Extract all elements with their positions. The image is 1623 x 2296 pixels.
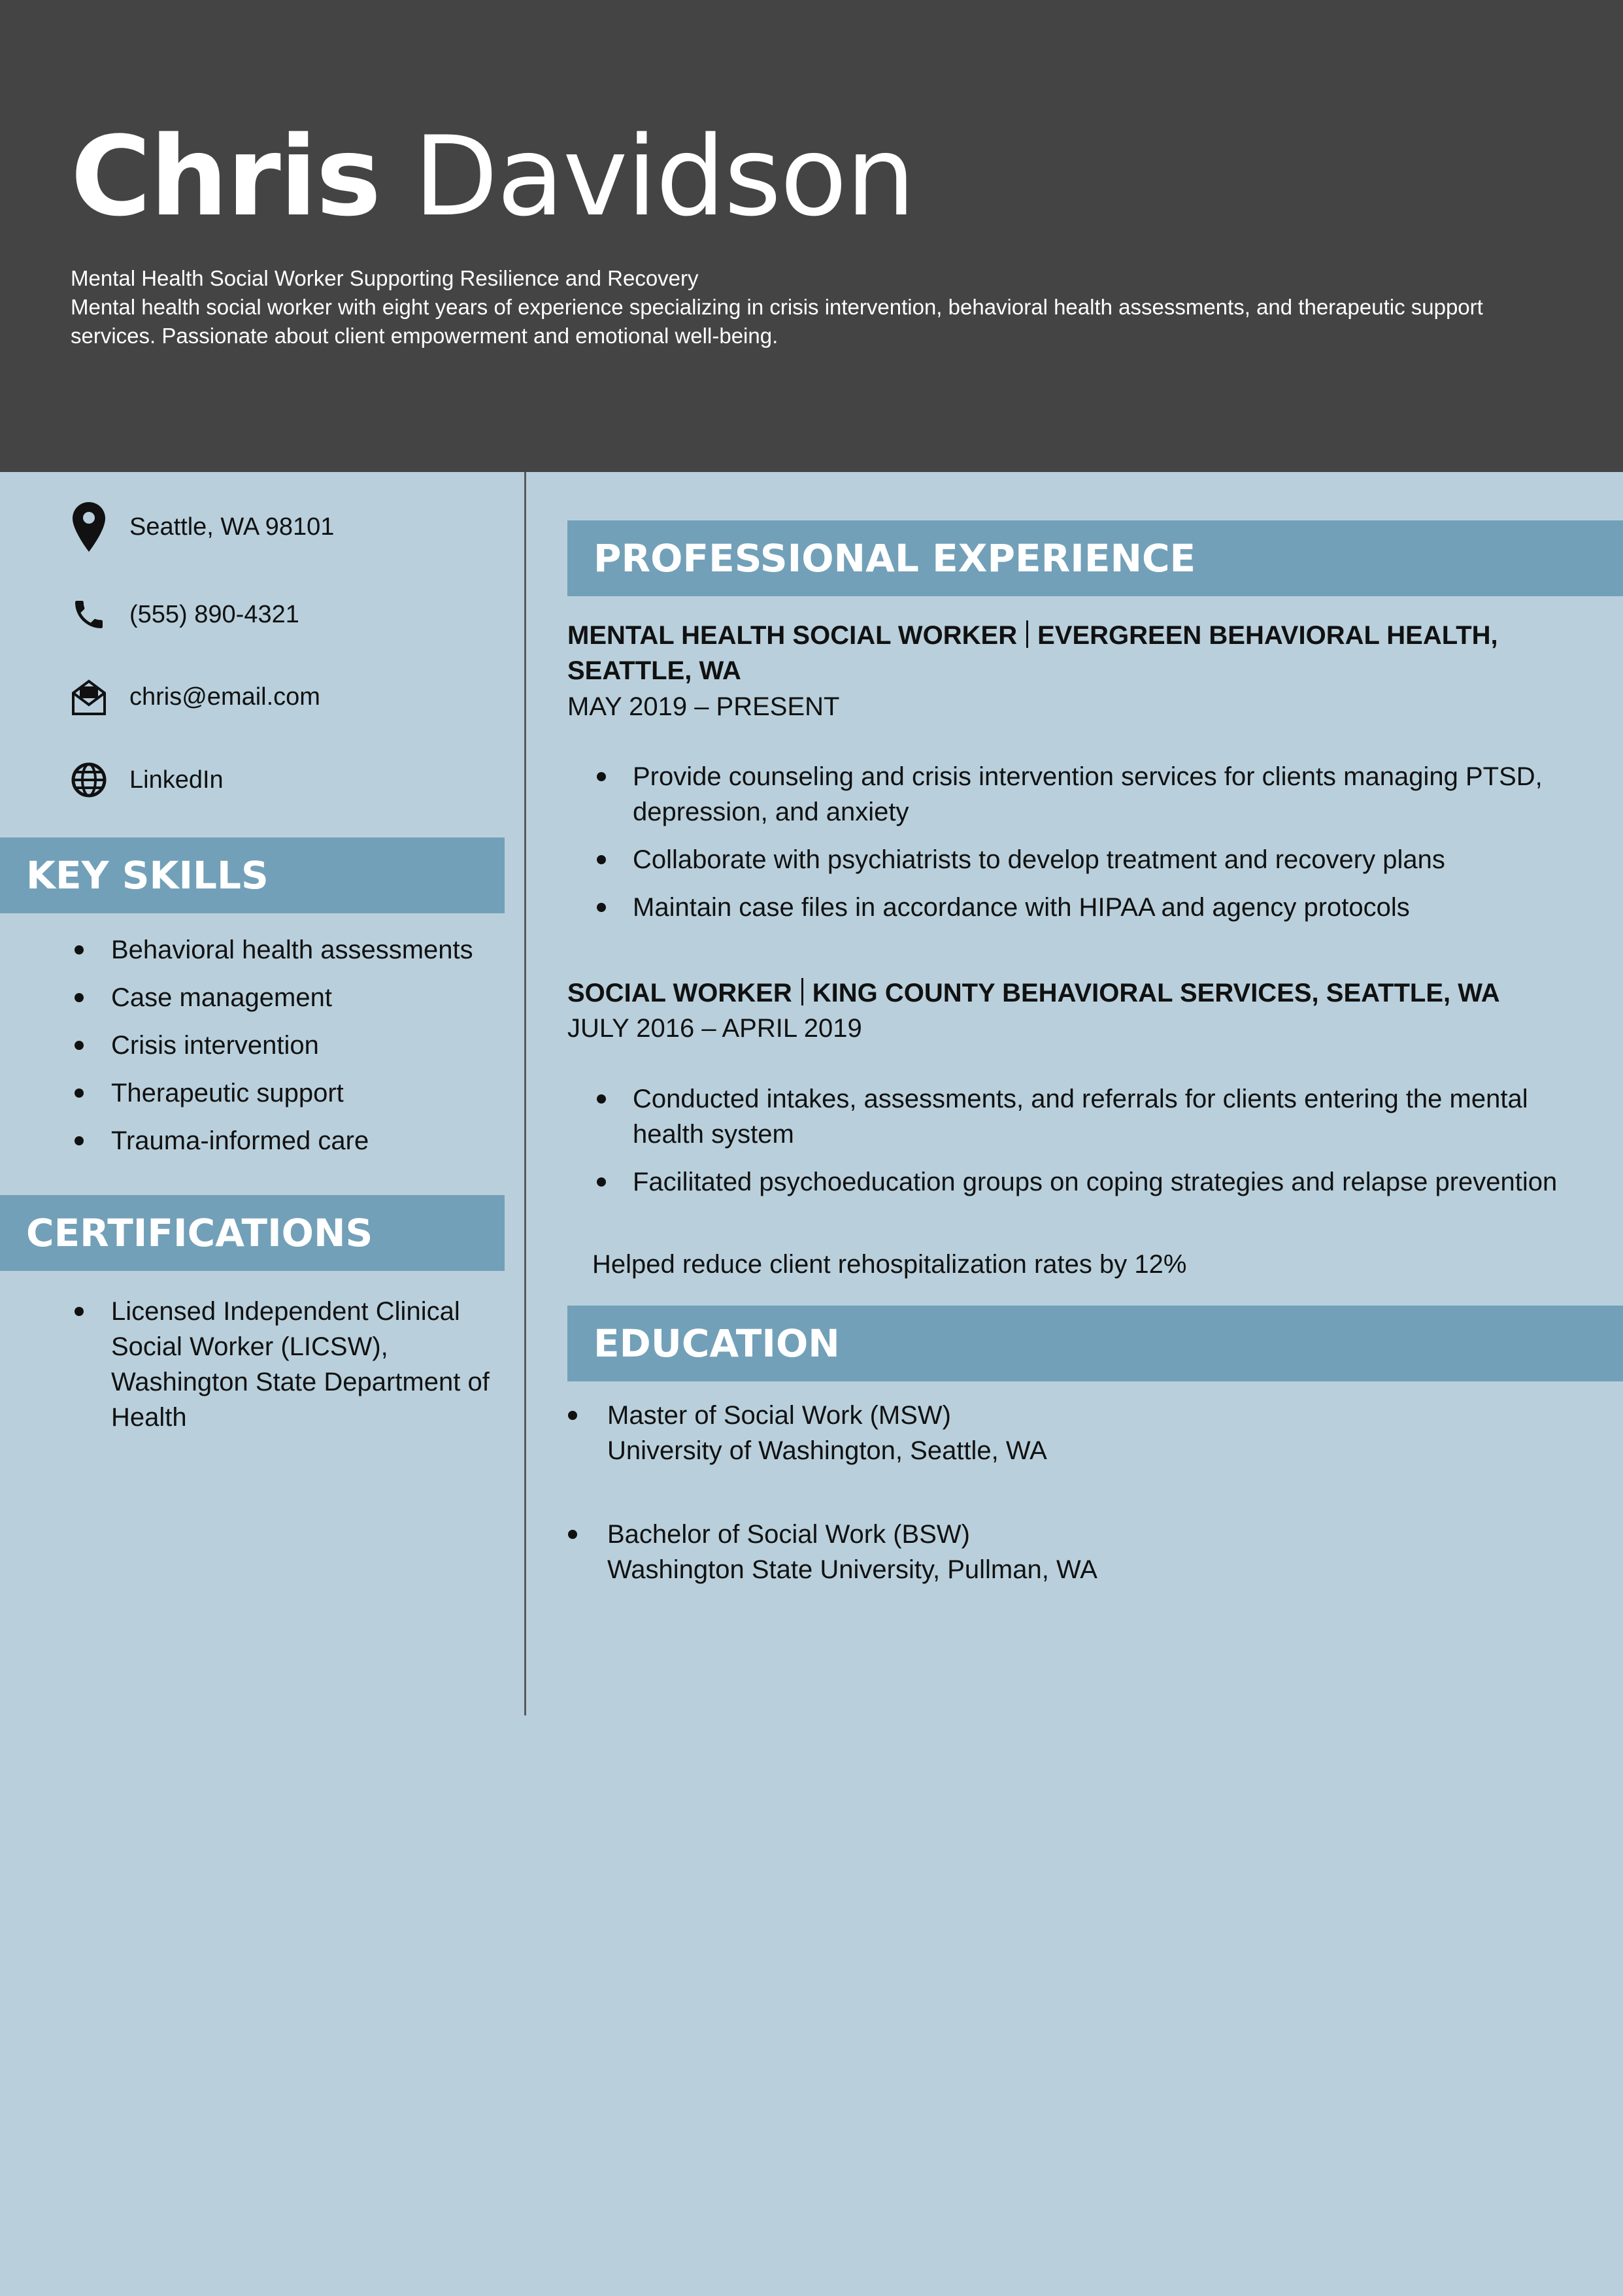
first-name: Chris [71, 112, 380, 241]
linkedin-link[interactable]: LinkedIn [129, 766, 224, 794]
candidate-name [71, 111, 914, 243]
degree: Master of Social Work (MSW) [607, 1401, 951, 1430]
job-dates-1: MAY 2019 – PRESENT [567, 692, 840, 721]
location-text: Seattle, WA 98101 [129, 513, 335, 541]
list-item: Therapeutic support [111, 1075, 510, 1111]
last-name: Davidson [413, 112, 914, 241]
school: Washington State University, Pullman, WA [607, 1555, 1097, 1584]
list-item [607, 1398, 1562, 1468]
job-role: SOCIAL WORKER [567, 979, 792, 1007]
key-skills-heading: KEY SKILLS [0, 837, 505, 913]
column-divider [524, 472, 526, 1715]
list-item: Provide counseling and crisis intervention services for clients managing PTSD, depression, and anxiety [633, 759, 1587, 830]
list-item: Case management [111, 980, 510, 1015]
globe-icon [71, 754, 107, 806]
contact-phone [71, 588, 299, 641]
contact-linkedin[interactable] [71, 754, 224, 806]
experience-heading: PROFESSIONAL EXPERIENCE [567, 520, 1623, 596]
job-dates-2: JULY 2016 – APRIL 2019 [567, 1014, 862, 1043]
job-role: MENTAL HEALTH SOCIAL WORKER [567, 621, 1018, 650]
list-item: Licensed Independent Clinical Social Worker (LICSW), Washington State Department of Health [111, 1294, 510, 1435]
certifications-heading: CERTIFICATIONS [0, 1195, 505, 1271]
education-heading: EDUCATION [567, 1306, 1623, 1381]
job-employer: EVERGREEN BEHAVIORAL HEALTH, SEATTLE, WA [567, 621, 1498, 685]
list-item: Conducted intakes, assessments, and referrals for clients entering the mental health system [633, 1081, 1587, 1152]
professional-summary: Mental health social worker with eight years of experience specializing in crisis intervention, behavioral health assessments, and therapeutic support services. Passionate about client empowerment and emotional well-being. [71, 295, 1483, 348]
education-list [607, 1398, 1562, 1636]
list-item: Collaborate with psychiatrists to develop treatment and recovery plans [633, 842, 1587, 877]
phone-text: (555) 890-4321 [129, 600, 299, 628]
degree: Bachelor of Social Work (BSW) [607, 1520, 970, 1549]
list-item: Behavioral health assessments [111, 932, 510, 968]
certifications-list [111, 1294, 510, 1435]
title-separator [1026, 620, 1028, 648]
job-employer: KING COUNTY BEHAVIORAL SERVICES, SEATTLE, WA [812, 979, 1500, 1007]
job-bullets-1 [633, 759, 1587, 937]
school: University of Washington, Seattle, WA [607, 1436, 1047, 1465]
job-achievement: Helped reduce client rehospitalization rates by 12% [592, 1250, 1187, 1279]
title-separator [801, 978, 803, 1005]
contact-location [71, 501, 334, 553]
list-item [607, 1517, 1562, 1587]
job-title-2 [567, 975, 1587, 1011]
job-title-1 [567, 618, 1587, 688]
phone-icon [71, 588, 107, 641]
skills-list [111, 932, 510, 1171]
header-banner [0, 0, 1623, 472]
contact-email[interactable] [71, 671, 320, 723]
list-item: Crisis intervention [111, 1028, 510, 1063]
list-item: Trauma-informed care [111, 1123, 510, 1158]
envelope-icon [71, 671, 107, 723]
list-item: Maintain case files in accordance with HIPAA and agency protocols [633, 890, 1587, 925]
map-pin-icon [71, 501, 107, 553]
email-text[interactable]: chris@email.com [129, 683, 320, 711]
list-item: Facilitated psychoeducation groups on coping strategies and relapse prevention [633, 1164, 1587, 1200]
job-bullets-2 [633, 1081, 1587, 1212]
professional-headline: Mental Health Social Worker Supporting Resilience and Recovery [71, 266, 699, 290]
